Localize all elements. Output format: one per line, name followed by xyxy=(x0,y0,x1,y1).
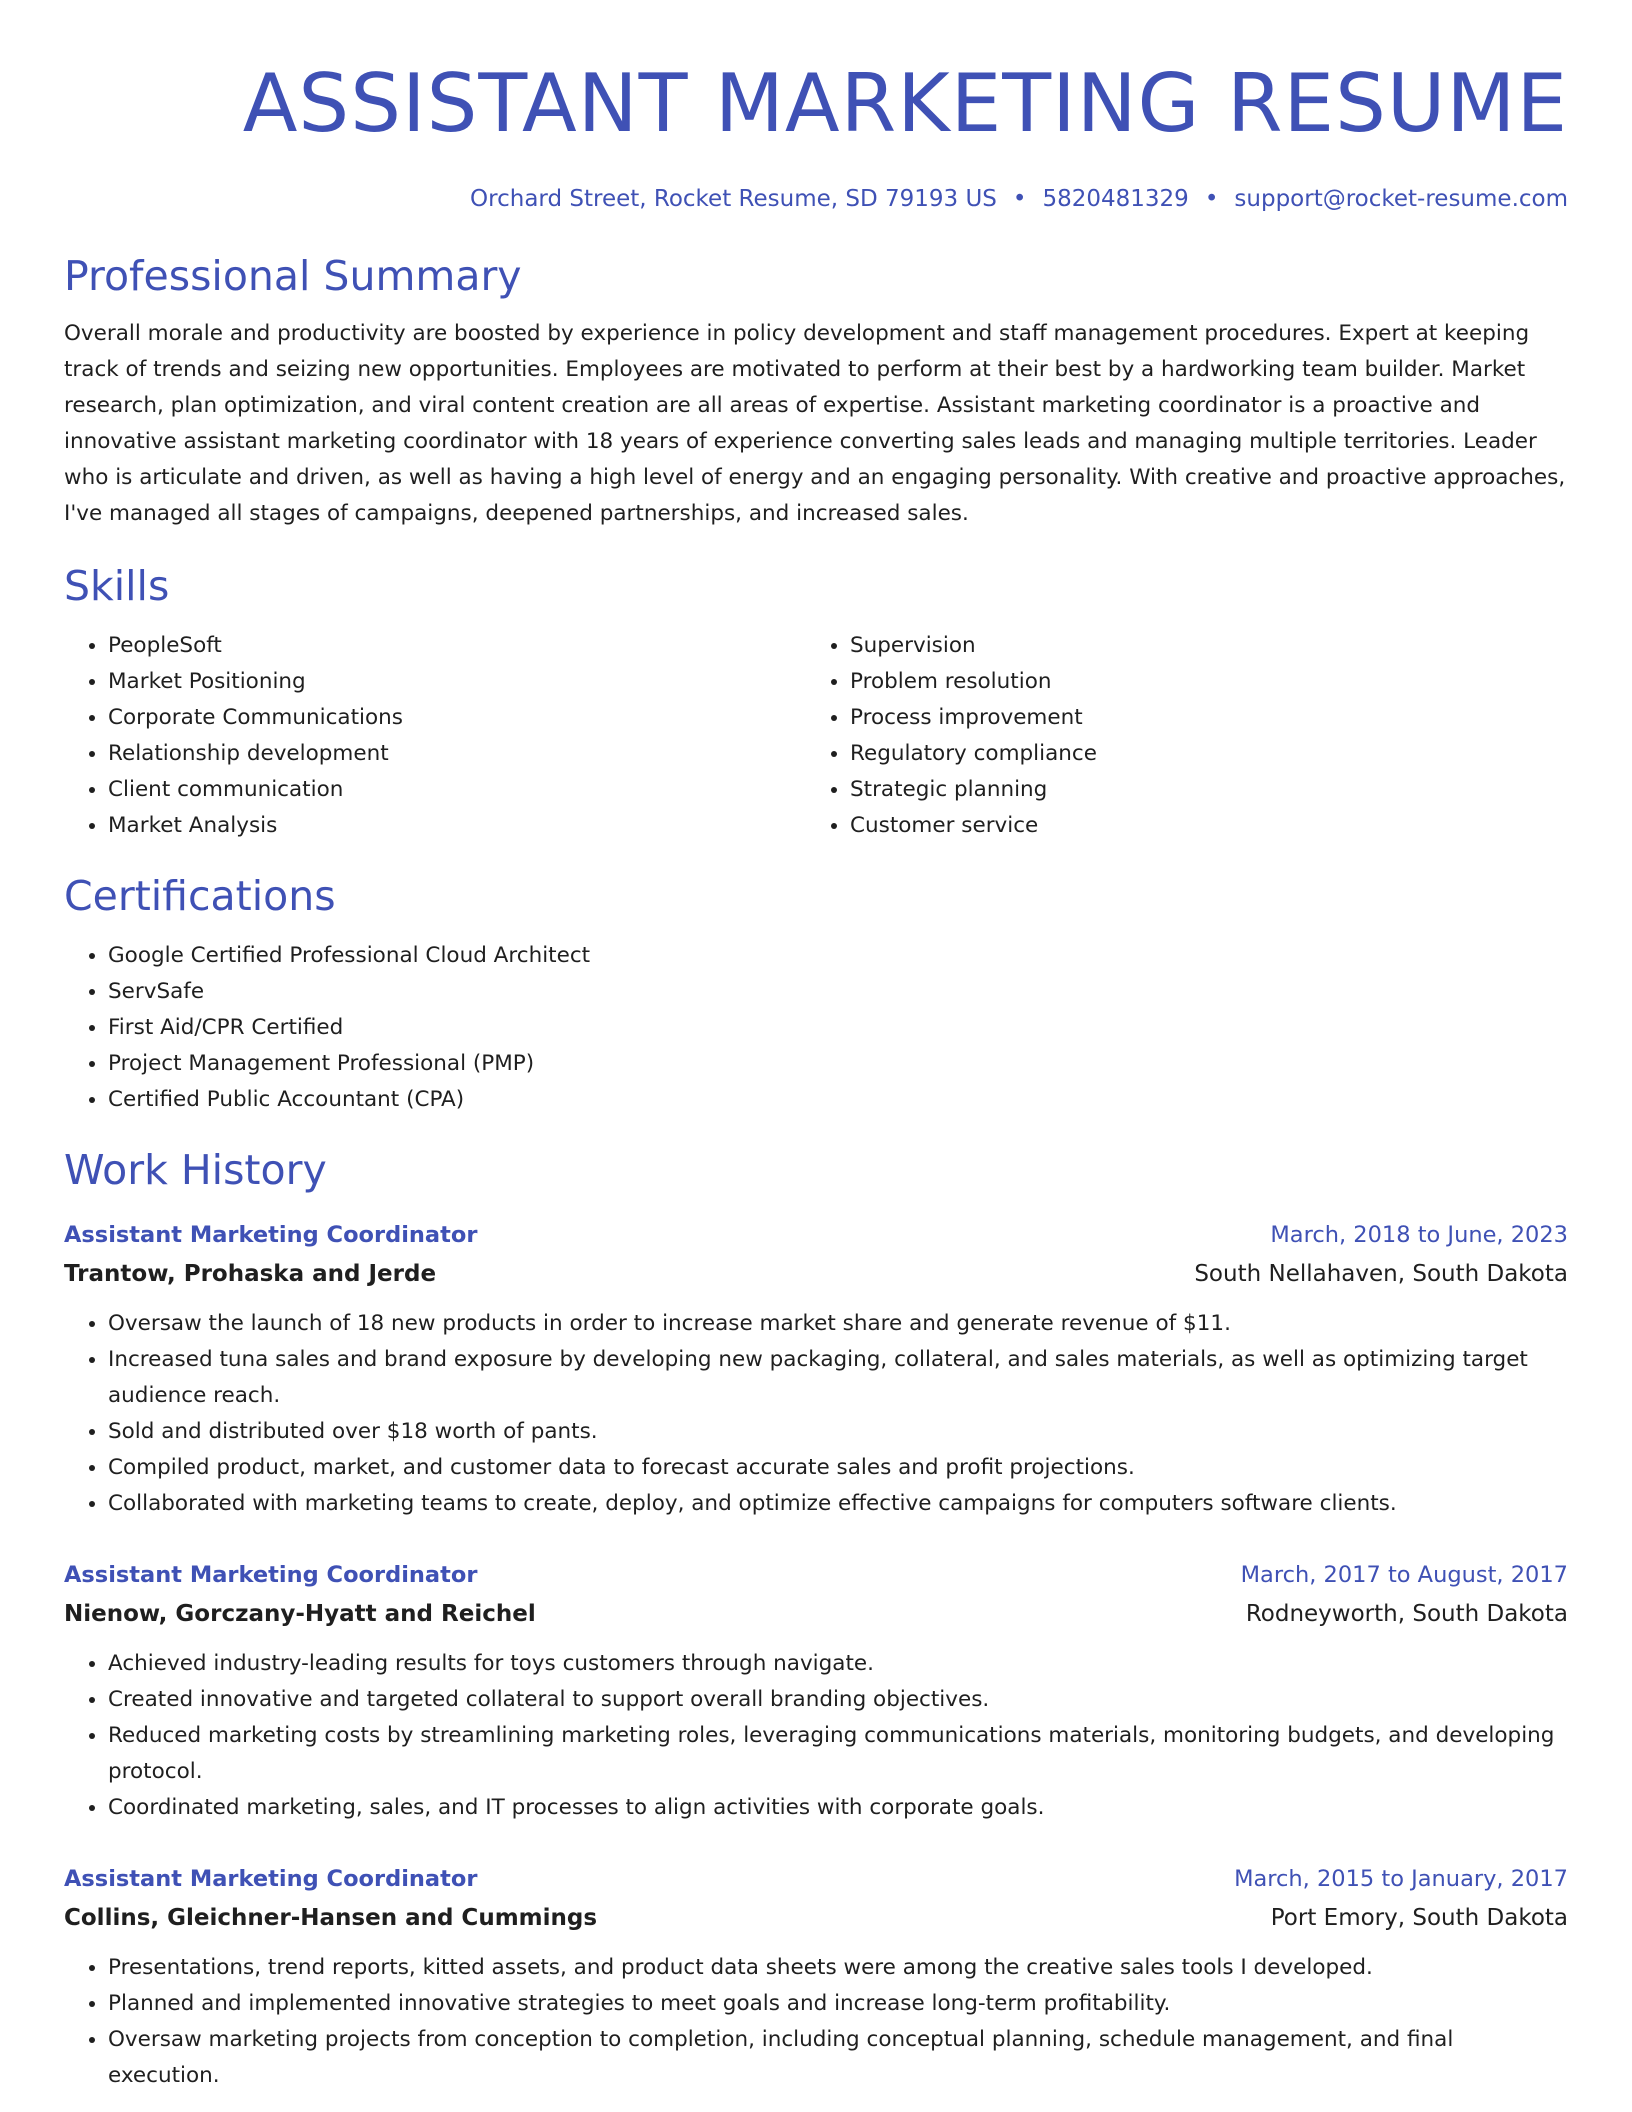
job-location: Rodneyworth, South Dakota xyxy=(1245,1601,1568,1627)
skill-item: • Problem resolution xyxy=(850,664,1548,700)
contact-line xyxy=(64,186,1568,212)
job-header-row xyxy=(64,1860,1568,1898)
skill-item: • Corporate Communications xyxy=(108,700,806,736)
certification-item: • Certified Public Accountant (CPA) xyxy=(108,1082,1568,1118)
job-location: South Nellahaven, South Dakota xyxy=(1194,1261,1568,1287)
job-header-row xyxy=(64,1556,1568,1594)
skill-item: • Market Positioning xyxy=(108,664,806,700)
job-dates: March, 2015 to January, 2017 xyxy=(1234,1866,1568,1892)
job-company: Trantow, Prohaska and Jerde xyxy=(64,1261,437,1287)
skills-column-right xyxy=(806,628,1548,844)
job-entry xyxy=(64,1556,1568,1826)
job-bullet: • Coordinated marketing, sales, and IT processes to align activities with corporate goals. xyxy=(108,1790,1568,1826)
skill-item: • Regulatory compliance xyxy=(850,736,1548,772)
job-bullet: • Sold and distributed over $18 worth of pants. xyxy=(108,1414,1568,1450)
resume-page xyxy=(64,0,1568,2094)
job-bullet: • Presentations, trend reports, kitted assets, and product data sheets were among the creative sales tools I developed. xyxy=(108,1950,1568,1986)
job-bullet: • Increased tuna sales and brand exposure by developing new packaging, collateral, and sales materials, as well as optimizing target audience reach. xyxy=(108,1342,1568,1414)
skill-item: • Market Analysis xyxy=(108,808,806,844)
job-company-row xyxy=(64,1254,1568,1294)
job-entry xyxy=(64,1860,1568,2094)
certification-item: • Project Management Professional (PMP) xyxy=(108,1046,1568,1082)
summary-text: Overall morale and productivity are boosted by experience in policy development and staff management procedures. Expert at keeping track of trends and seizing new opportunities. Employees are motivated to perform at their best by a hardworking team builder. Market research, plan optimization, and viral content creation are all areas of expertise. Assistant marketing coordinator is a proactive and innovative assistant marketing coordinator with 18 years of experience converting sales leads and managing multiple territories. Leader who is articulate and driven, as well as having a high level of energy and an engaging personality. With creative and proactive approaches, I've managed all stages of campaigns, deepened partnerships, and increased sales. xyxy=(64,321,1566,526)
job-bullet: • Achieved industry-leading results for toys customers through navigate. xyxy=(108,1646,1568,1682)
skill-item: • Relationship development xyxy=(108,736,806,772)
job-title: Assistant Marketing Coordinator xyxy=(64,1562,478,1588)
skill-item: • Customer service xyxy=(850,808,1548,844)
summary-heading: Professional Summary xyxy=(64,252,522,300)
job-bullet: • Compiled product, market, and customer data to forecast accurate sales and profit projections. xyxy=(108,1450,1568,1486)
job-bullet: • Created innovative and targeted collateral to support overall branding objectives. xyxy=(108,1682,1568,1718)
skills-list-right xyxy=(806,628,1548,844)
job-title: Assistant Marketing Coordinator xyxy=(64,1222,478,1248)
contact-phone: 5820481329 xyxy=(1042,186,1189,212)
skill-item: • Supervision xyxy=(850,628,1548,664)
job-entry xyxy=(64,1216,1568,1522)
job-bullet: • Reduced marketing costs by streamlining marketing roles, leveraging communications materials, monitoring budgets, and developing protocol. xyxy=(108,1718,1568,1790)
skills-grid xyxy=(64,628,1568,844)
skills-heading: Skills xyxy=(64,562,170,610)
job-company-row xyxy=(64,1594,1568,1634)
job-bullet: • Oversaw the launch of 18 new products in order to increase market share and generate revenue of $11. xyxy=(108,1306,1568,1342)
contact-email: support@rocket-resume.com xyxy=(1234,186,1568,212)
certifications-heading: Certifications xyxy=(64,872,336,920)
job-dates: March, 2017 to August, 2017 xyxy=(1240,1562,1568,1588)
certification-item: • ServSafe xyxy=(108,974,1568,1010)
job-bullets xyxy=(64,1646,1568,1826)
contact-address: Orchard Street, Rocket Resume, SD 79193 US xyxy=(470,186,997,212)
skill-item: • Process improvement xyxy=(850,700,1548,736)
job-company: Nienow, Gorczany-Hyatt and Reichel xyxy=(64,1601,536,1627)
job-bullets xyxy=(64,1306,1568,1522)
job-location: Port Emory, South Dakota xyxy=(1270,1905,1568,1931)
skill-item: • PeopleSoft xyxy=(108,628,806,664)
job-bullets xyxy=(64,1950,1568,2094)
job-bullet: • Oversaw marketing projects from conception to completion, including conceptual planning, schedule management, and final execution. xyxy=(108,2022,1568,2094)
contact-separator: • xyxy=(1204,186,1219,212)
work-history-heading: Work History xyxy=(64,1146,327,1194)
skills-list-left xyxy=(64,628,806,844)
resume-title: ASSISTANT MARKETING RESUME xyxy=(242,57,1568,150)
certification-item: • Google Certified Professional Cloud Architect xyxy=(108,938,1568,974)
job-bullet: • Collaborated with marketing teams to create, deploy, and optimize effective campaigns for computers software clients. xyxy=(108,1486,1568,1522)
skills-column-left xyxy=(64,628,806,844)
certification-item: • First Aid/CPR Certified xyxy=(108,1010,1568,1046)
job-company-row xyxy=(64,1898,1568,1938)
skill-item: • Strategic planning xyxy=(850,772,1548,808)
job-bullet: • Planned and implemented innovative strategies to meet goals and increase long-term profitability. xyxy=(108,1986,1568,2022)
job-company: Collins, Gleichner-Hansen and Cummings xyxy=(64,1905,598,1931)
contact-separator: • xyxy=(1012,186,1027,212)
job-header-row xyxy=(64,1216,1568,1254)
skill-item: • Client communication xyxy=(108,772,806,808)
job-title: Assistant Marketing Coordinator xyxy=(64,1866,478,1892)
certifications-list xyxy=(64,938,1568,1118)
job-dates: March, 2018 to June, 2023 xyxy=(1270,1222,1568,1248)
